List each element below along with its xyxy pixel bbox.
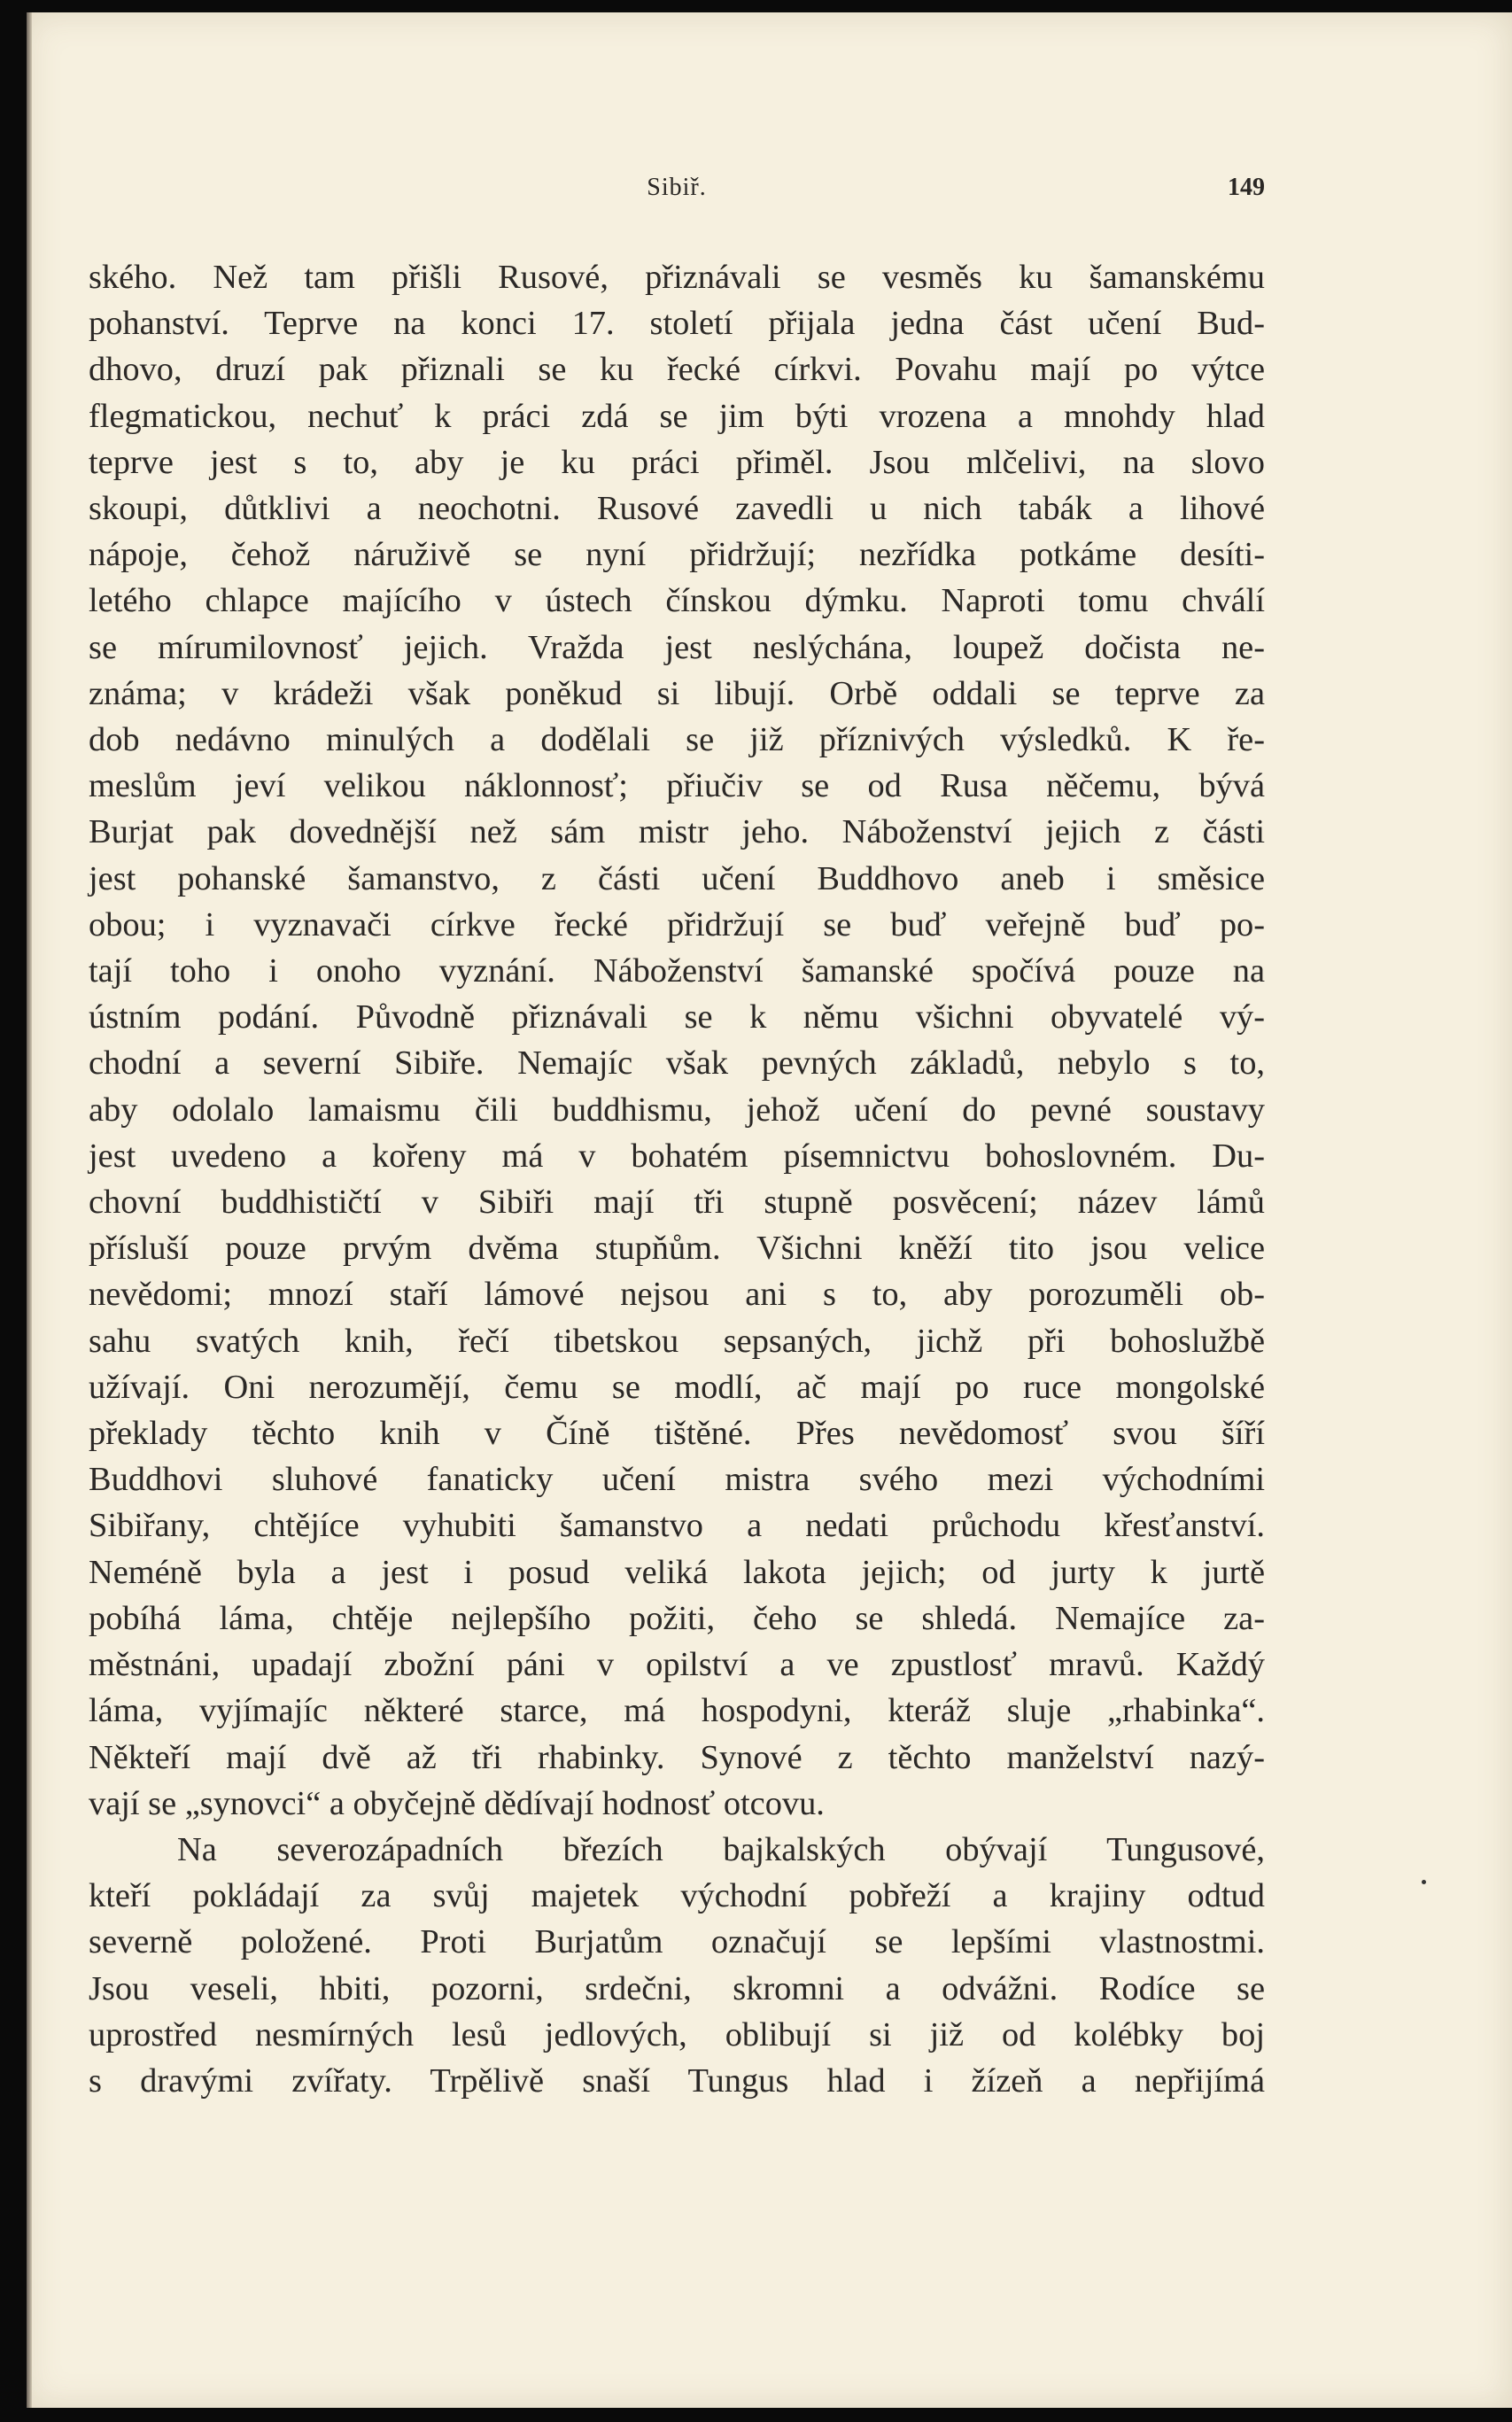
page-header [89,174,1265,227]
text-line: skoupi, důtklivi a neochotni. Rusové zavedli u nich tabák a lihové [89,490,1265,528]
text-line: přísluší pouze prvým dvěma stupňům. Všichni kněží tito jsou velice [89,1230,1265,1268]
text-line: nevědomi; mnozí staří lámové nejsou ani s to, aby porozuměli ob- [89,1276,1265,1314]
text-line: teprve jest s to, aby je ku práci přiměl. Jsou mlčelivi, na slovo [89,443,1265,481]
text-line: vají se „synovci“ a obyčejně dědívají hodnosť otcovu. [89,1784,825,1822]
text-line: chovní buddhističtí v Sibiři mají tři stupně posvěcení; název lámů [89,1184,1265,1222]
text-line: jest uvedeno a kořeny má v bohatém písemnictvu bohoslovném. Du- [89,1137,1265,1175]
page-number: 149 [1228,174,1265,201]
text-line: Jsou veseli, hbiti, pozorni, srdečni, skromni a odvážni. Rodíce se [89,1969,1265,2007]
text-line: užívají. Oni nerozumějí, čemu se modlí, ač mají po ruce mongolské [89,1368,1265,1406]
text-line: sahu svatých knih, řečí tibetskou sepsaných, jichž při bohoslužbě [89,1322,1265,1360]
text-line: meslům jeví velikou náklonnosť; přiučiv se od Rusa něčemu, bývá [89,767,1265,805]
binding-edge [27,12,32,2408]
text-line: severně položené. Proti Burjatům označují se lepšími vlastnostmi. [89,1923,1265,1961]
text-line: pohanství. Teprve na konci 17. století přijala jedna část učení Bud- [89,305,1265,343]
text-line: překlady těchto knih v Číně tištěné. Přes nevědomosť svou šíří [89,1415,1265,1453]
text-line: Neméně byla a jest i posud veliká lakota jejich; od jurty k jurtě [89,1553,1265,1591]
text-line: Na severozápadních březích bajkalských obývají Tungusové, [177,1830,1265,1868]
text-line: uprostřed nesmírných lesů jedlových, oblibují si již od kolébky boj [89,2015,1265,2053]
text-line: s dravými zvířaty. Trpělivě snaší Tungus hlad i žízeň a nepřijímá [89,2061,1265,2100]
text-line: flegmatickou, nechuť k práci zdá se jim býti vrozena a mnohdy hlad [89,397,1265,435]
text-line: ústním podání. Původně přiznávali se k němu všichni obyvatelé vý- [89,998,1265,1036]
running-title: Sibiř. [647,174,707,201]
text-line: známa; v krádeži však poněkud si libují. Orbě oddali se teprve za [89,674,1265,712]
paragraph [89,1827,1265,2104]
text-line: láma, vyjímajíc některé starce, má hospodyni, kteráž sluje „rhabinka“. [89,1692,1265,1730]
text-line: kteří pokládají za svůj majetek východní pobřeží a krajiny odtud [89,1877,1265,1915]
text-line: Někteří mají dvě až tři rhabinky. Synové z těchto manželství nazý- [89,1738,1265,1776]
margin-mark [1422,1880,1426,1884]
text-line: dob nedávno minulých a dodělali se již příznivých výsledků. K ře- [89,721,1265,759]
text-line: obou; i vyznavači církve řecké přidržují se buď veřejně buď po- [89,905,1265,943]
text-line: dhovo, druzí pak přiznali se ku řecké církvi. Povahu mají po výtce [89,351,1265,389]
text-line: ského. Než tam přišli Rusové, přiznávali se vesměs ku šamanskému [89,259,1265,296]
text-line: Sibiřany, chtějíce vyhubiti šamanstvo a nedati průchodu křesťanství. [89,1507,1265,1545]
paragraph [89,254,1265,1827]
text-line: jest pohanské šamanstvo, z části učení Buddhovo aneb i směsice [89,859,1265,897]
text-line: letého chlapce majícího v ústech čínskou dýmku. Naproti tomu chválí [89,582,1265,620]
text-line: pobíhá láma, chtěje nejlepšího požiti, čeho se shledá. Nemajíce za- [89,1599,1265,1637]
text-line: nápoje, čehož náruživě se nyní přidržují; nezřídka potkáme desíti- [89,536,1265,574]
text-line: aby odolalo lamaismu čili buddhismu, jehož učení do pevné soustavy [89,1091,1265,1129]
body-text [89,254,1265,2104]
text-line: tají toho i onoho vyznání. Náboženství šamanské spočívá pouze na [89,952,1265,990]
text-line: chodní a severní Sibiře. Nemajíc však pevných základů, nebylo s to, [89,1044,1265,1083]
text-line: Burjat pak dovednější než sám mistr jeho. Náboženství jejich z části [89,813,1265,851]
text-line: městnáni, upadají zbožní páni v opilství a ve zpustlosť mravů. Každý [89,1646,1265,1684]
text-line: Buddhovi sluhové fanaticky učení mistra svého mezi východními [89,1461,1265,1499]
text-line: se mírumilovnosť jejich. Vražda jest neslýchána, loupež dočista ne- [89,628,1265,666]
